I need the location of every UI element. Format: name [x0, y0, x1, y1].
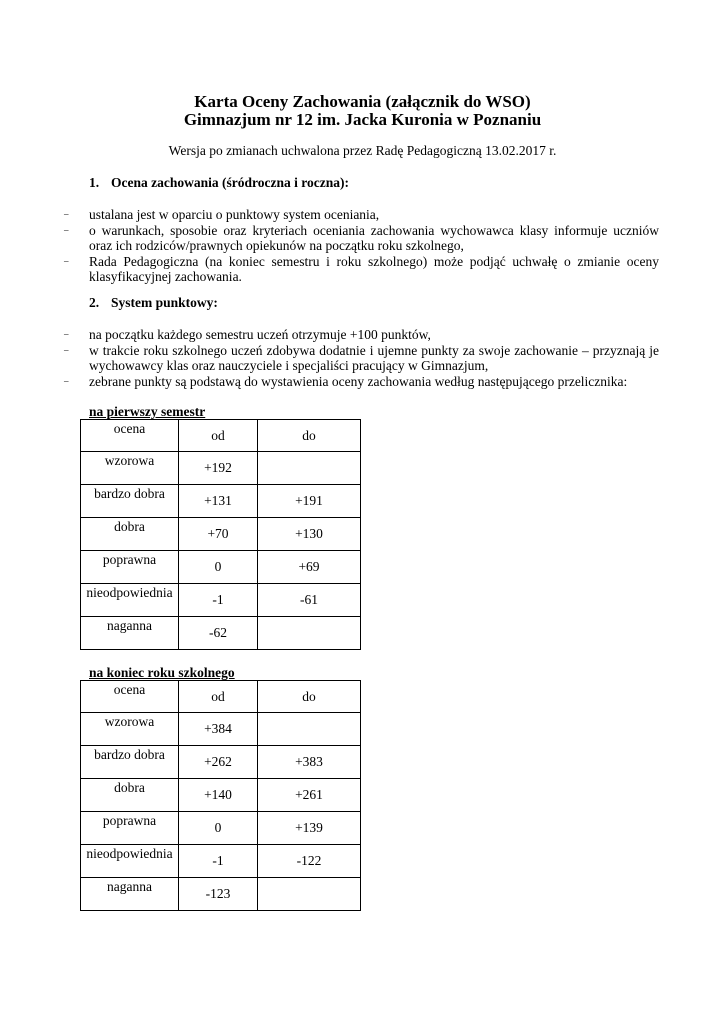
from-cell: -123 — [179, 878, 258, 911]
school-name: Gimnazjum nr 12 im. Jacka Kuronia w Poznaniu — [183, 110, 542, 129]
dash-bullet: – — [64, 255, 69, 266]
table-row — [81, 518, 361, 551]
header-cell-from: od — [179, 420, 258, 452]
table-row — [81, 485, 361, 518]
table-row — [81, 878, 361, 911]
list-item — [64, 254, 659, 285]
grade-cell: poprawna — [81, 812, 179, 845]
section-2-list — [64, 327, 659, 389]
dash-bullet: – — [64, 209, 69, 219]
document-title: Karta Oceny Zachowania (załącznik do WSO) — [194, 92, 531, 111]
table-1-caption: na pierwszy semestr — [89, 404, 206, 419]
grade-cell: naganna — [81, 878, 179, 911]
to-cell: +191 — [258, 485, 361, 518]
from-cell: +192 — [179, 452, 258, 485]
from-cell: -1 — [179, 845, 258, 878]
table-header-row — [81, 420, 361, 452]
from-cell: +384 — [179, 713, 258, 746]
points-table-year — [80, 680, 361, 911]
grade-cell: bardzo dobra — [81, 746, 179, 779]
to-cell — [258, 713, 361, 746]
to-cell: -61 — [258, 584, 361, 617]
section-2-title: System punktowy: — [111, 295, 218, 310]
list-item-text: Rada Pedagogiczna (na koniec semestru i roku szkolnego) może podjąć uchwałę o zmianie oceny klasyfikacyjnej zachowania. — [89, 253, 659, 285]
table-2-caption: na koniec roku szkolnego — [89, 665, 235, 680]
dash-bullet: – — [64, 375, 69, 386]
grade-cell: nieodpowiednia — [81, 845, 179, 878]
list-item — [64, 327, 659, 343]
to-cell — [258, 617, 361, 650]
section-1-title: Ocena zachowania (śródroczna i roczna): — [111, 175, 349, 190]
table-row — [81, 845, 361, 878]
grade-cell: dobra — [81, 518, 179, 551]
list-item-text: ustalana jest w oparciu o punktowy system oceniania, — [89, 207, 380, 222]
table-row — [81, 452, 361, 485]
section-1-heading — [89, 175, 349, 191]
header-cell-to: do — [258, 420, 361, 452]
from-cell: +262 — [179, 746, 258, 779]
grade-cell: bardzo dobra — [81, 485, 179, 518]
grade-cell: nieodpowiednia — [81, 584, 179, 617]
list-item-text: na początku każdego semestru uczeń otrzymuje +100 punktów, — [89, 327, 431, 342]
header-cell-grade: ocena — [81, 681, 179, 713]
to-cell — [258, 878, 361, 911]
grade-cell: wzorowa — [81, 452, 179, 485]
to-cell: +139 — [258, 812, 361, 845]
grade-cell: wzorowa — [81, 713, 179, 746]
from-cell: 0 — [179, 551, 258, 584]
to-cell: +261 — [258, 779, 361, 812]
to-cell: -122 — [258, 845, 361, 878]
header-cell-to: do — [258, 681, 361, 713]
table-row — [81, 746, 361, 779]
table-row — [81, 551, 361, 584]
to-cell: +69 — [258, 551, 361, 584]
list-item — [64, 374, 659, 390]
table-header-row — [81, 681, 361, 713]
grade-cell: poprawna — [81, 551, 179, 584]
section-1-list — [64, 207, 659, 285]
list-item — [64, 223, 659, 254]
list-item-text: zebrane punkty są podstawą do wystawienia oceny zachowania według następującego przelicznika: — [89, 373, 628, 389]
table-row — [81, 584, 361, 617]
table-row — [81, 617, 361, 650]
dash-bullet: – — [64, 329, 69, 339]
from-cell: -62 — [179, 617, 258, 650]
to-cell — [258, 452, 361, 485]
from-cell: +70 — [179, 518, 258, 551]
section-2-heading — [89, 295, 218, 311]
table-row — [81, 713, 361, 746]
section-1-number: 1. — [89, 175, 100, 190]
from-cell: -1 — [179, 584, 258, 617]
dash-bullet: – — [64, 344, 69, 355]
grade-cell: naganna — [81, 617, 179, 650]
list-item-text: w trakcie roku szkolnego uczeń zdobywa dodatnie i ujemne punkty za swoje zachowanie – przyznają je wychowawcy klas oraz nauczyciele i specjaliści pracujący w Gimnazjum, — [89, 342, 659, 374]
from-cell: +140 — [179, 779, 258, 812]
list-item — [64, 207, 659, 223]
from-cell: +131 — [179, 485, 258, 518]
table-row — [81, 779, 361, 812]
points-table-semester — [80, 419, 361, 650]
to-cell: +130 — [258, 518, 361, 551]
section-2-number: 2. — [89, 295, 100, 310]
table-row — [81, 812, 361, 845]
header-cell-from: od — [179, 681, 258, 713]
from-cell: 0 — [179, 812, 258, 845]
header-cell-grade: ocena — [81, 420, 179, 452]
dash-bullet: – — [64, 224, 69, 235]
to-cell: +383 — [258, 746, 361, 779]
version-note: Wersja po zmianach uchwalona przez Radę Pedagogiczną 13.02.2017 r. — [168, 143, 557, 158]
grade-cell: dobra — [81, 779, 179, 812]
list-item-text: o warunkach, sposobie oraz kryteriach oceniania zachowania wychowawca klasy informuje uczniów oraz ich rodziców/prawnych opiekunów na początku roku szkolnego, — [89, 222, 659, 254]
list-item — [64, 343, 659, 374]
